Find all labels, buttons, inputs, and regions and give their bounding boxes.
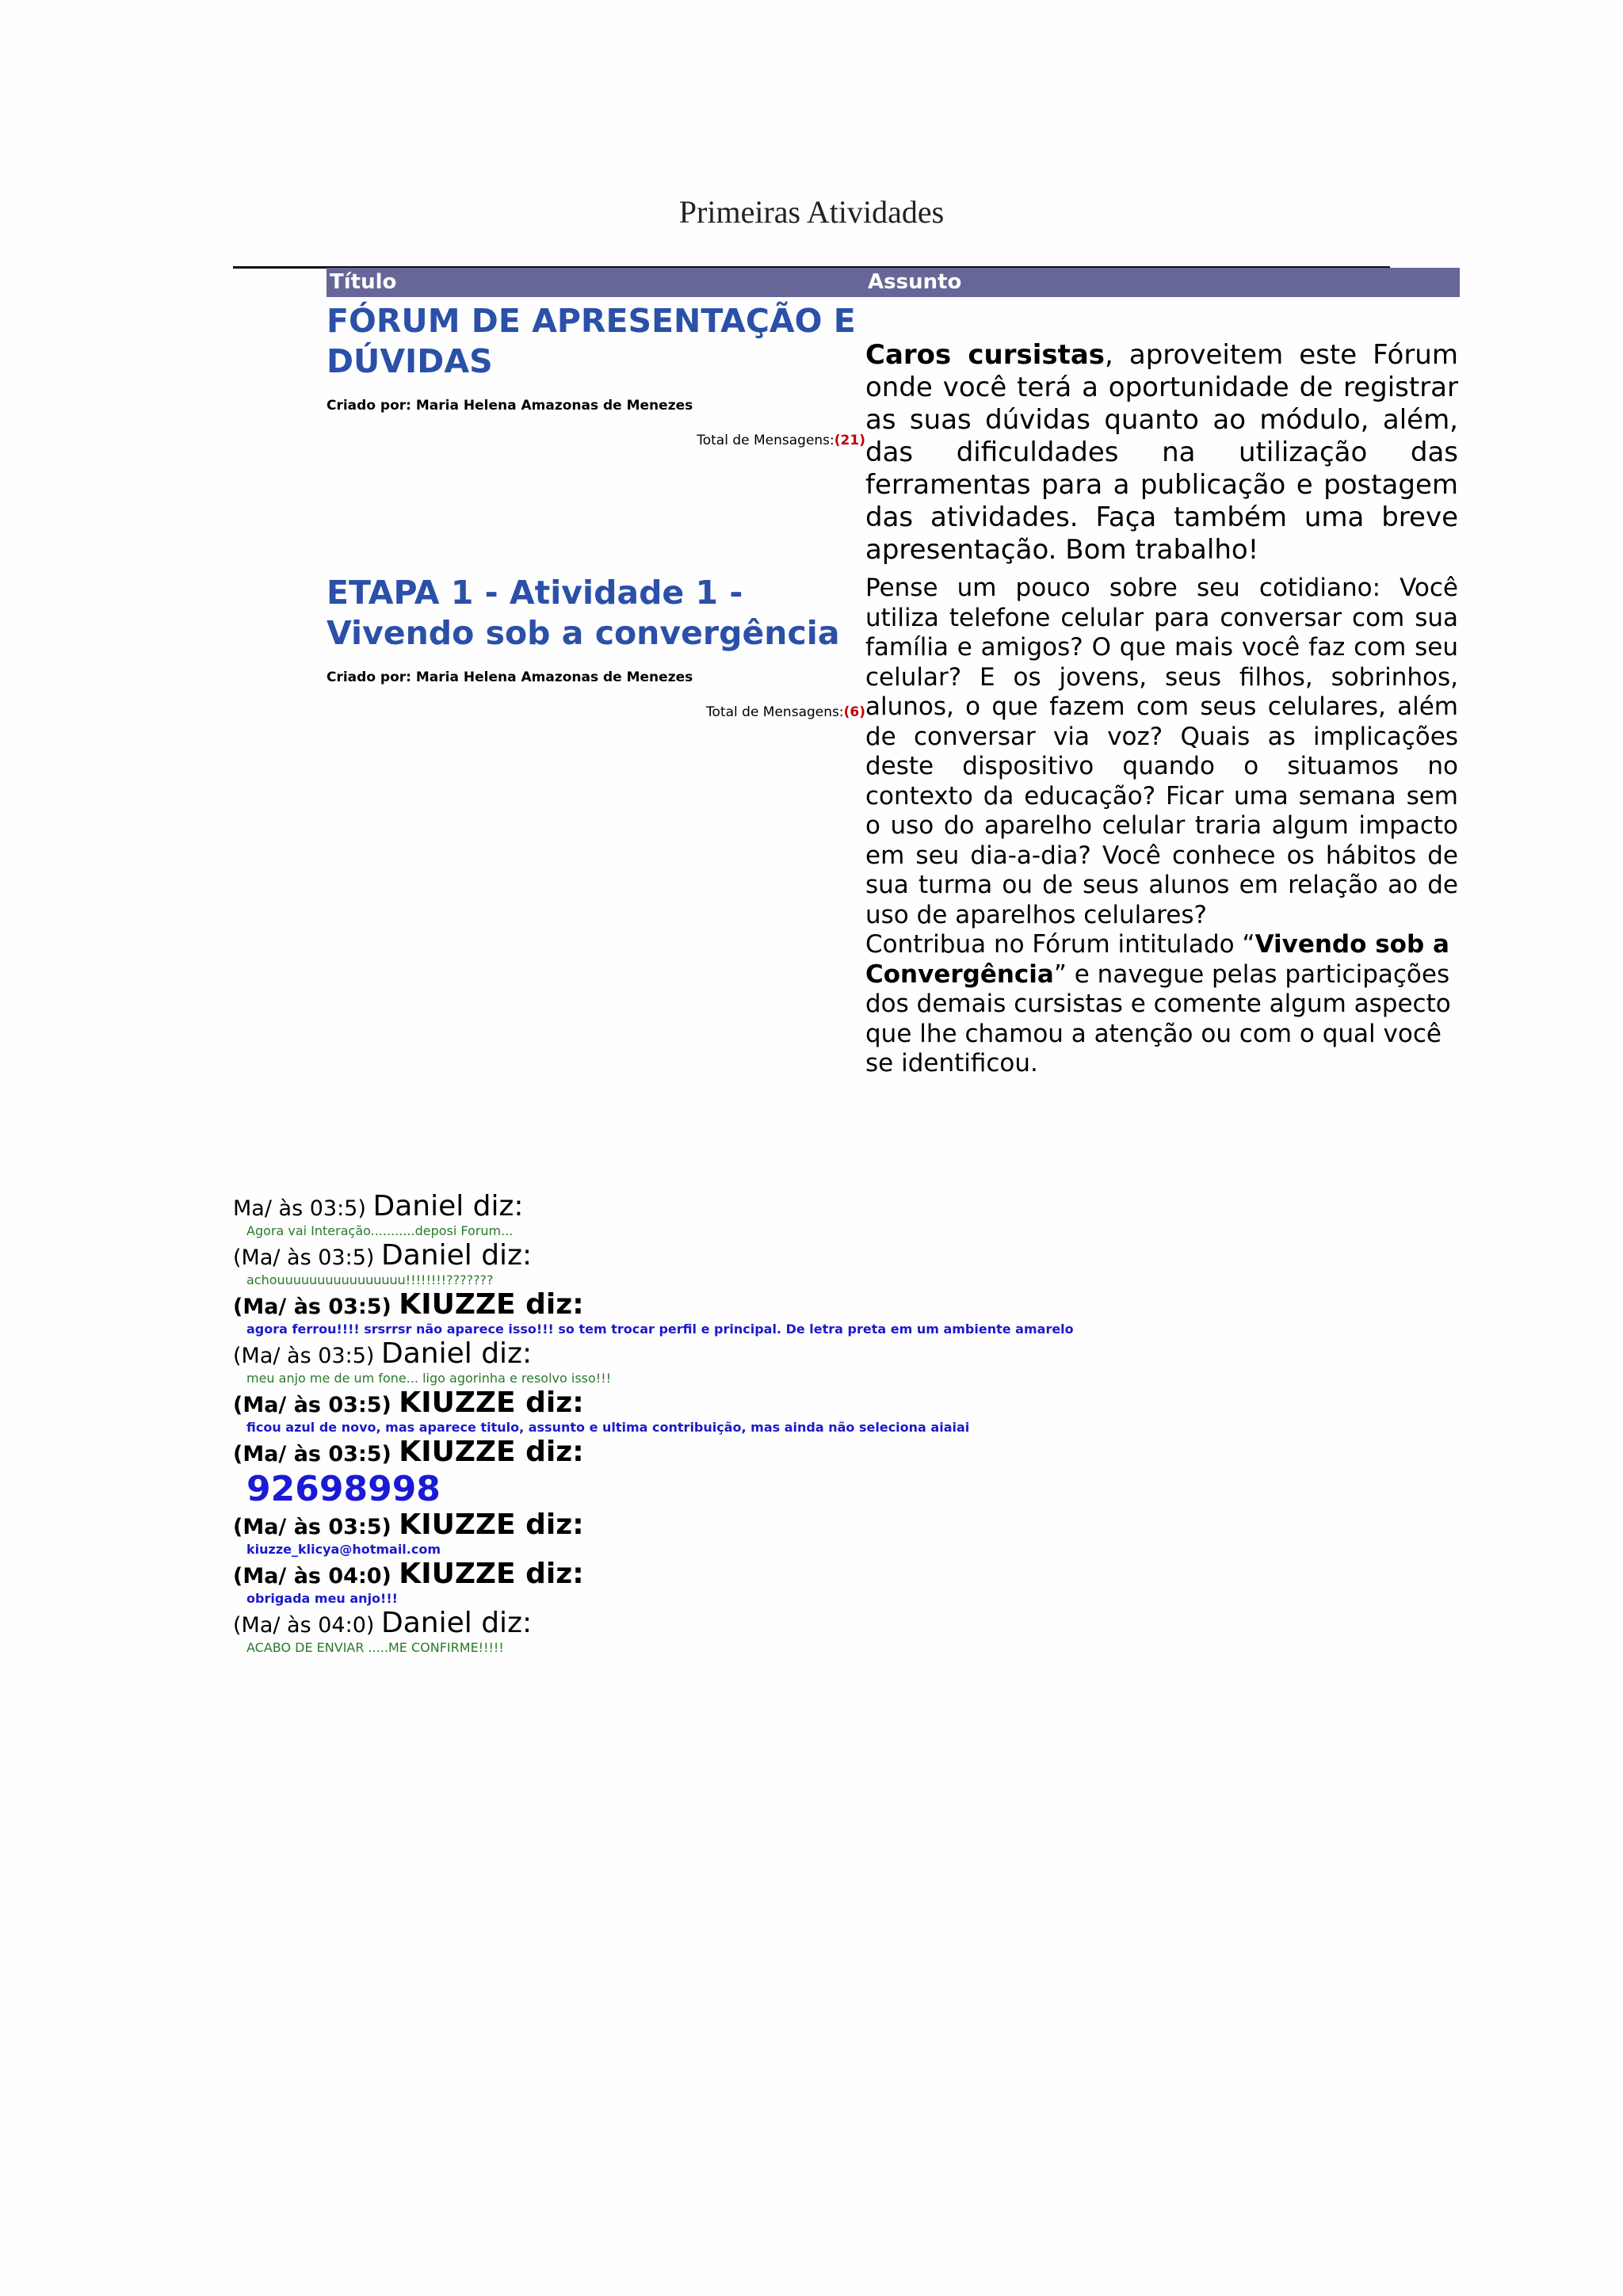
message-count: 6 bbox=[850, 704, 860, 720]
chat-message bbox=[233, 1386, 1580, 1439]
chat-message bbox=[233, 1288, 1580, 1341]
chat-time: (Ma/ às 03:5) bbox=[233, 1344, 375, 1368]
desc-greeting: Caros cursistas bbox=[865, 339, 1106, 371]
chat-author: Daniel diz: bbox=[381, 1607, 533, 1639]
chat-message bbox=[233, 1558, 1580, 1610]
chat-message-header bbox=[233, 1288, 1580, 1321]
chat-message-header bbox=[233, 1190, 1580, 1222]
total-label: Total de Mensagens: bbox=[706, 704, 844, 720]
document-title: Primeiras Atividades bbox=[678, 194, 945, 230]
chat-text: Agora vai Interação...........deposi Forum... bbox=[246, 1223, 514, 1238]
chat-message-header bbox=[233, 1386, 1580, 1419]
forum-message-total: Total de Mensagens:(21) bbox=[697, 433, 865, 448]
desc-forum-name: Vivendo sob a Convergência bbox=[865, 930, 1449, 989]
forum-row-2-description bbox=[865, 574, 1458, 1079]
desc-paragraph bbox=[865, 930, 1458, 1079]
forum-row-2-title-cell bbox=[327, 573, 865, 720]
chat-author: KIUZZE diz: bbox=[399, 1436, 584, 1468]
chat-message bbox=[233, 1239, 1580, 1291]
chat-text: meu anjo me de um fone... ligo agorinha e resolvo isso!!! bbox=[246, 1371, 612, 1386]
chat-time: (Ma/ às 03:5) bbox=[233, 1245, 375, 1270]
desc-text: Contribua no Fórum intitulado “ bbox=[865, 930, 1255, 959]
total-label: Total de Mensagens: bbox=[697, 433, 834, 448]
chat-message-header bbox=[233, 1607, 1580, 1639]
forum-created-by: Criado por: Maria Helena Amazonas de Menezes bbox=[327, 669, 693, 685]
chat-text: ficou azul de novo, mas aparece titulo, assunto e ultima contribuição, mas ainda não seleciona aiaiai bbox=[246, 1420, 970, 1435]
forum-row-1-title-cell bbox=[327, 301, 865, 448]
chat-author: Daniel diz: bbox=[381, 1337, 533, 1370]
forum-title-link[interactable]: ETAPA 1 - Atividade 1 - Vivendo sob a convergência bbox=[327, 574, 840, 652]
column-header-titulo: Título bbox=[330, 270, 397, 294]
forum-row-1-description bbox=[865, 339, 1458, 566]
chat-log bbox=[233, 1190, 1580, 1659]
chat-author: KIUZZE diz: bbox=[399, 1288, 584, 1321]
chat-text: ACABO DE ENVIAR .....ME CONFIRME!!!!! bbox=[246, 1640, 504, 1655]
chat-author: Daniel diz: bbox=[381, 1239, 533, 1272]
column-header-assunto: Assunto bbox=[868, 270, 962, 294]
chat-message-header bbox=[233, 1337, 1580, 1370]
desc-text: , aproveitem este Fórum onde você terá a oportunidade de registrar as suas dúvidas quanto ao módulo, além, das dificuldades na utilização das ferramentas para a publicação e postagem das atividades. Faça também uma breve apresentação. Bom trabalho! bbox=[865, 339, 1458, 566]
forum-message-total: Total de Mensagens:(6) bbox=[706, 704, 865, 720]
chat-message-header bbox=[233, 1239, 1580, 1272]
chat-message bbox=[233, 1607, 1580, 1659]
chat-message-header bbox=[233, 1558, 1580, 1590]
chat-text: kiuzze_klicya@hotmail.com bbox=[246, 1542, 441, 1557]
chat-time: (Ma/ às 04:0) bbox=[233, 1564, 391, 1589]
chat-message bbox=[233, 1337, 1580, 1390]
chat-time: (Ma/ às 03:5) bbox=[233, 1515, 391, 1539]
chat-time: (Ma/ às 03:5) bbox=[233, 1442, 391, 1466]
chat-message bbox=[233, 1436, 1580, 1512]
chat-message-header bbox=[233, 1436, 1580, 1468]
chat-time: (Ma/ às 04:0) bbox=[233, 1613, 375, 1638]
chat-message-header bbox=[233, 1508, 1580, 1541]
desc-text: ” e navegue pelas participações dos demais cursistas e comente algum aspecto que lhe chamou a atenção ou com o qual você se identificou. bbox=[865, 959, 1451, 1077]
chat-time: Ma/ às 03:5) bbox=[233, 1196, 366, 1221]
forum-created-by: Criado por: Maria Helena Amazonas de Menezes bbox=[327, 398, 693, 414]
chat-author: Daniel diz: bbox=[372, 1190, 524, 1222]
chat-time: (Ma/ às 03:5) bbox=[233, 1295, 391, 1319]
forum-title-link[interactable]: FÓRUM DE APRESENTAÇÃO E DÚVIDAS bbox=[327, 302, 856, 380]
table-header bbox=[327, 268, 1460, 297]
message-count: 21 bbox=[840, 433, 860, 448]
chat-message bbox=[233, 1190, 1580, 1242]
chat-text: obrigada meu anjo!!! bbox=[246, 1591, 398, 1606]
chat-text: achouuuuuuuuuuuuuuuu!!!!!!!!??????? bbox=[246, 1272, 494, 1287]
chat-author: KIUZZE diz: bbox=[399, 1558, 584, 1590]
chat-author: KIUZZE diz: bbox=[399, 1386, 584, 1419]
chat-text: agora ferrou!!!! srsrrsr não aparece isso!!! so tem trocar perfil e principal. De letra preta em um ambiente amarelo bbox=[246, 1322, 1074, 1337]
chat-author: KIUZZE diz: bbox=[399, 1508, 584, 1541]
chat-text: 92698998 bbox=[246, 1469, 441, 1509]
chat-message bbox=[233, 1508, 1580, 1561]
chat-time: (Ma/ às 03:5) bbox=[233, 1393, 391, 1417]
desc-paragraph: Pense um pouco sobre seu cotidiano: Você utiliza telefone celular para conversar com sua família e amigos? O que mais você faz com seu celular? E os jovens, seus filhos, sobrinhos, alunos, o que fazem com seus celulares, além de conversar via voz? Quais as implicações deste dispositivo quando o situamos no contexto da educação? Ficar uma semana sem o uso do aparelho celular traria algum impacto em seu dia-a-dia? Você conhece os hábitos de sua turma ou de seus alunos em relação ao de uso de aparelhos celulares? bbox=[865, 574, 1458, 929]
